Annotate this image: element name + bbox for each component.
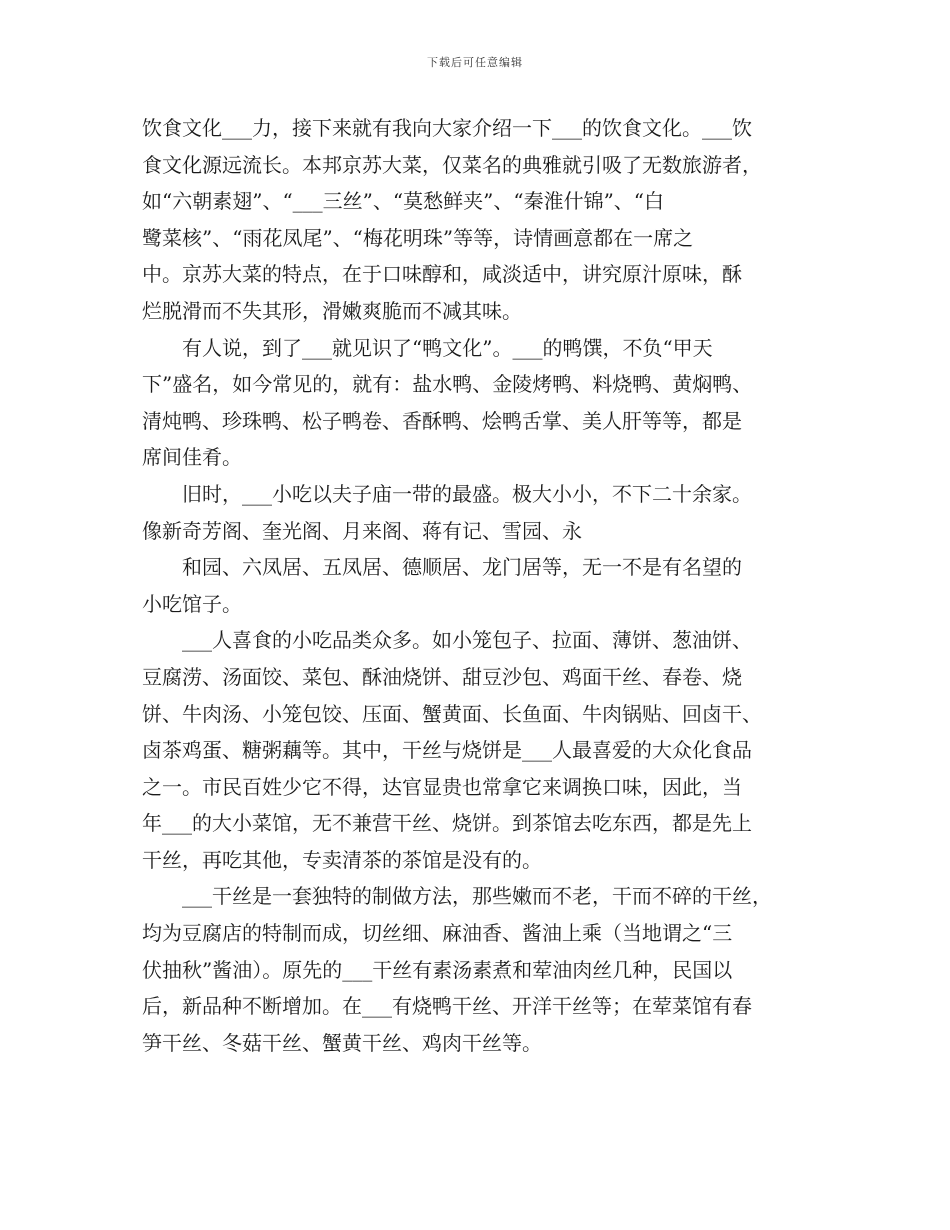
text-line: 清炖鸭、珍珠鸭、松子鸭卷、香酥鸭、烩鸭舌掌、美人肝等等，都是 bbox=[142, 408, 742, 433]
text-line: 均为豆腐店的特制而成，切丝细、麻油香、酱油上乘（当地谓之“三 bbox=[142, 921, 733, 946]
text-line: 伏抽秋”酱油）。原先的___干丝有素汤素煮和荤油肉丝几种，民国以 bbox=[142, 957, 733, 982]
text-line: 和园、六凤居、五凤居、德顺居、龙门居等，无一不是有名望的 bbox=[182, 555, 742, 580]
text-line: 后，新品种不断增加。在___有烧鸭干丝、开洋干丝等；在荤菜馆有春 bbox=[142, 994, 752, 1019]
text-line: 有人说，到了___就见识了“鸭文化”。___的鸭馔，不负“甲天 bbox=[182, 335, 713, 360]
text-line: 烂脱滑而不失其形，滑嫩爽脆而不减其味。 bbox=[142, 298, 522, 323]
text-line: 中。京苏大菜的特点，在于口味醇和，咸淡适中，讲究原汁原味，酥 bbox=[142, 262, 742, 287]
paragraph-2 bbox=[142, 330, 810, 476]
text-line: 笋干丝、冬菇干丝、蟹黄干丝、鸡肉干丝等。 bbox=[142, 1030, 542, 1055]
text-line: 干丝，再吃其他，专卖清茶的茶馆是没有的。 bbox=[142, 847, 542, 872]
paragraph-5 bbox=[142, 622, 810, 878]
text-line: ___人喜食的小吃品类众多。如小笼包子、拉面、薄饼、葱油饼、 bbox=[182, 628, 752, 653]
text-line: 之一。市民百姓少它不得，达官显贵也常拿它来调换口味，因此，当 bbox=[142, 774, 742, 799]
text-line: 食文化源远流长。本邦京苏大菜，仅菜名的典雅就引吸了无数旅游者， bbox=[142, 152, 762, 177]
paragraph-1 bbox=[142, 110, 810, 330]
paragraph-4 bbox=[142, 549, 810, 622]
document-body bbox=[142, 110, 810, 1061]
paragraph-3 bbox=[142, 476, 810, 549]
paragraph-6 bbox=[142, 878, 810, 1061]
text-line: 鹭菜核”、“雨花凤尾”、“梅花明珠”等等，诗情画意都在一席之 bbox=[142, 225, 694, 250]
text-line: 年___的大小菜馆，无不兼营干丝、烧饼。到茶馆去吃东西，都是先上 bbox=[142, 811, 752, 836]
text-line: 饼、牛肉汤、小笼包饺、压面、蟹黄面、长鱼面、牛肉锅贴、回卤干、 bbox=[142, 701, 762, 726]
text-line: 卤茶鸡蛋、糖粥藕等。其中，干丝与烧饼是___人最喜爱的大众化食品 bbox=[142, 738, 752, 763]
text-line: 席间佳肴。 bbox=[142, 445, 242, 470]
text-line: 如“六朝素翅”、“___三丝”、“莫愁鲜夹”、“秦淮什锦”、“白 bbox=[142, 189, 665, 214]
text-line: ___干丝是一套独特的制做方法，那些嫩而不老，干而不碎的干丝， bbox=[182, 884, 772, 909]
text-line: 饮食文化___力，接下来就有我向大家介绍一下___的饮食文化。___饮 bbox=[142, 116, 752, 140]
page-header-note: 下载后可任意编辑 bbox=[427, 56, 523, 69]
text-line: 像新奇芳阁、奎光阁、月来阁、蒋有记、雪园、永 bbox=[142, 518, 582, 543]
text-line: 小吃馆子。 bbox=[142, 591, 242, 616]
text-line: 旧时，___小吃以夫子庙一带的最盛。极大小小，不下二十余家。 bbox=[182, 481, 752, 506]
text-line: 下”盛名，如今常见的，就有：盐水鸭、金陵烤鸭、料烧鸭、黄焖鸭、 bbox=[142, 372, 753, 397]
text-line: 豆腐涝、汤面饺、菜包、酥油烧饼、甜豆沙包、鸡面干丝、春卷、烧 bbox=[142, 664, 742, 689]
